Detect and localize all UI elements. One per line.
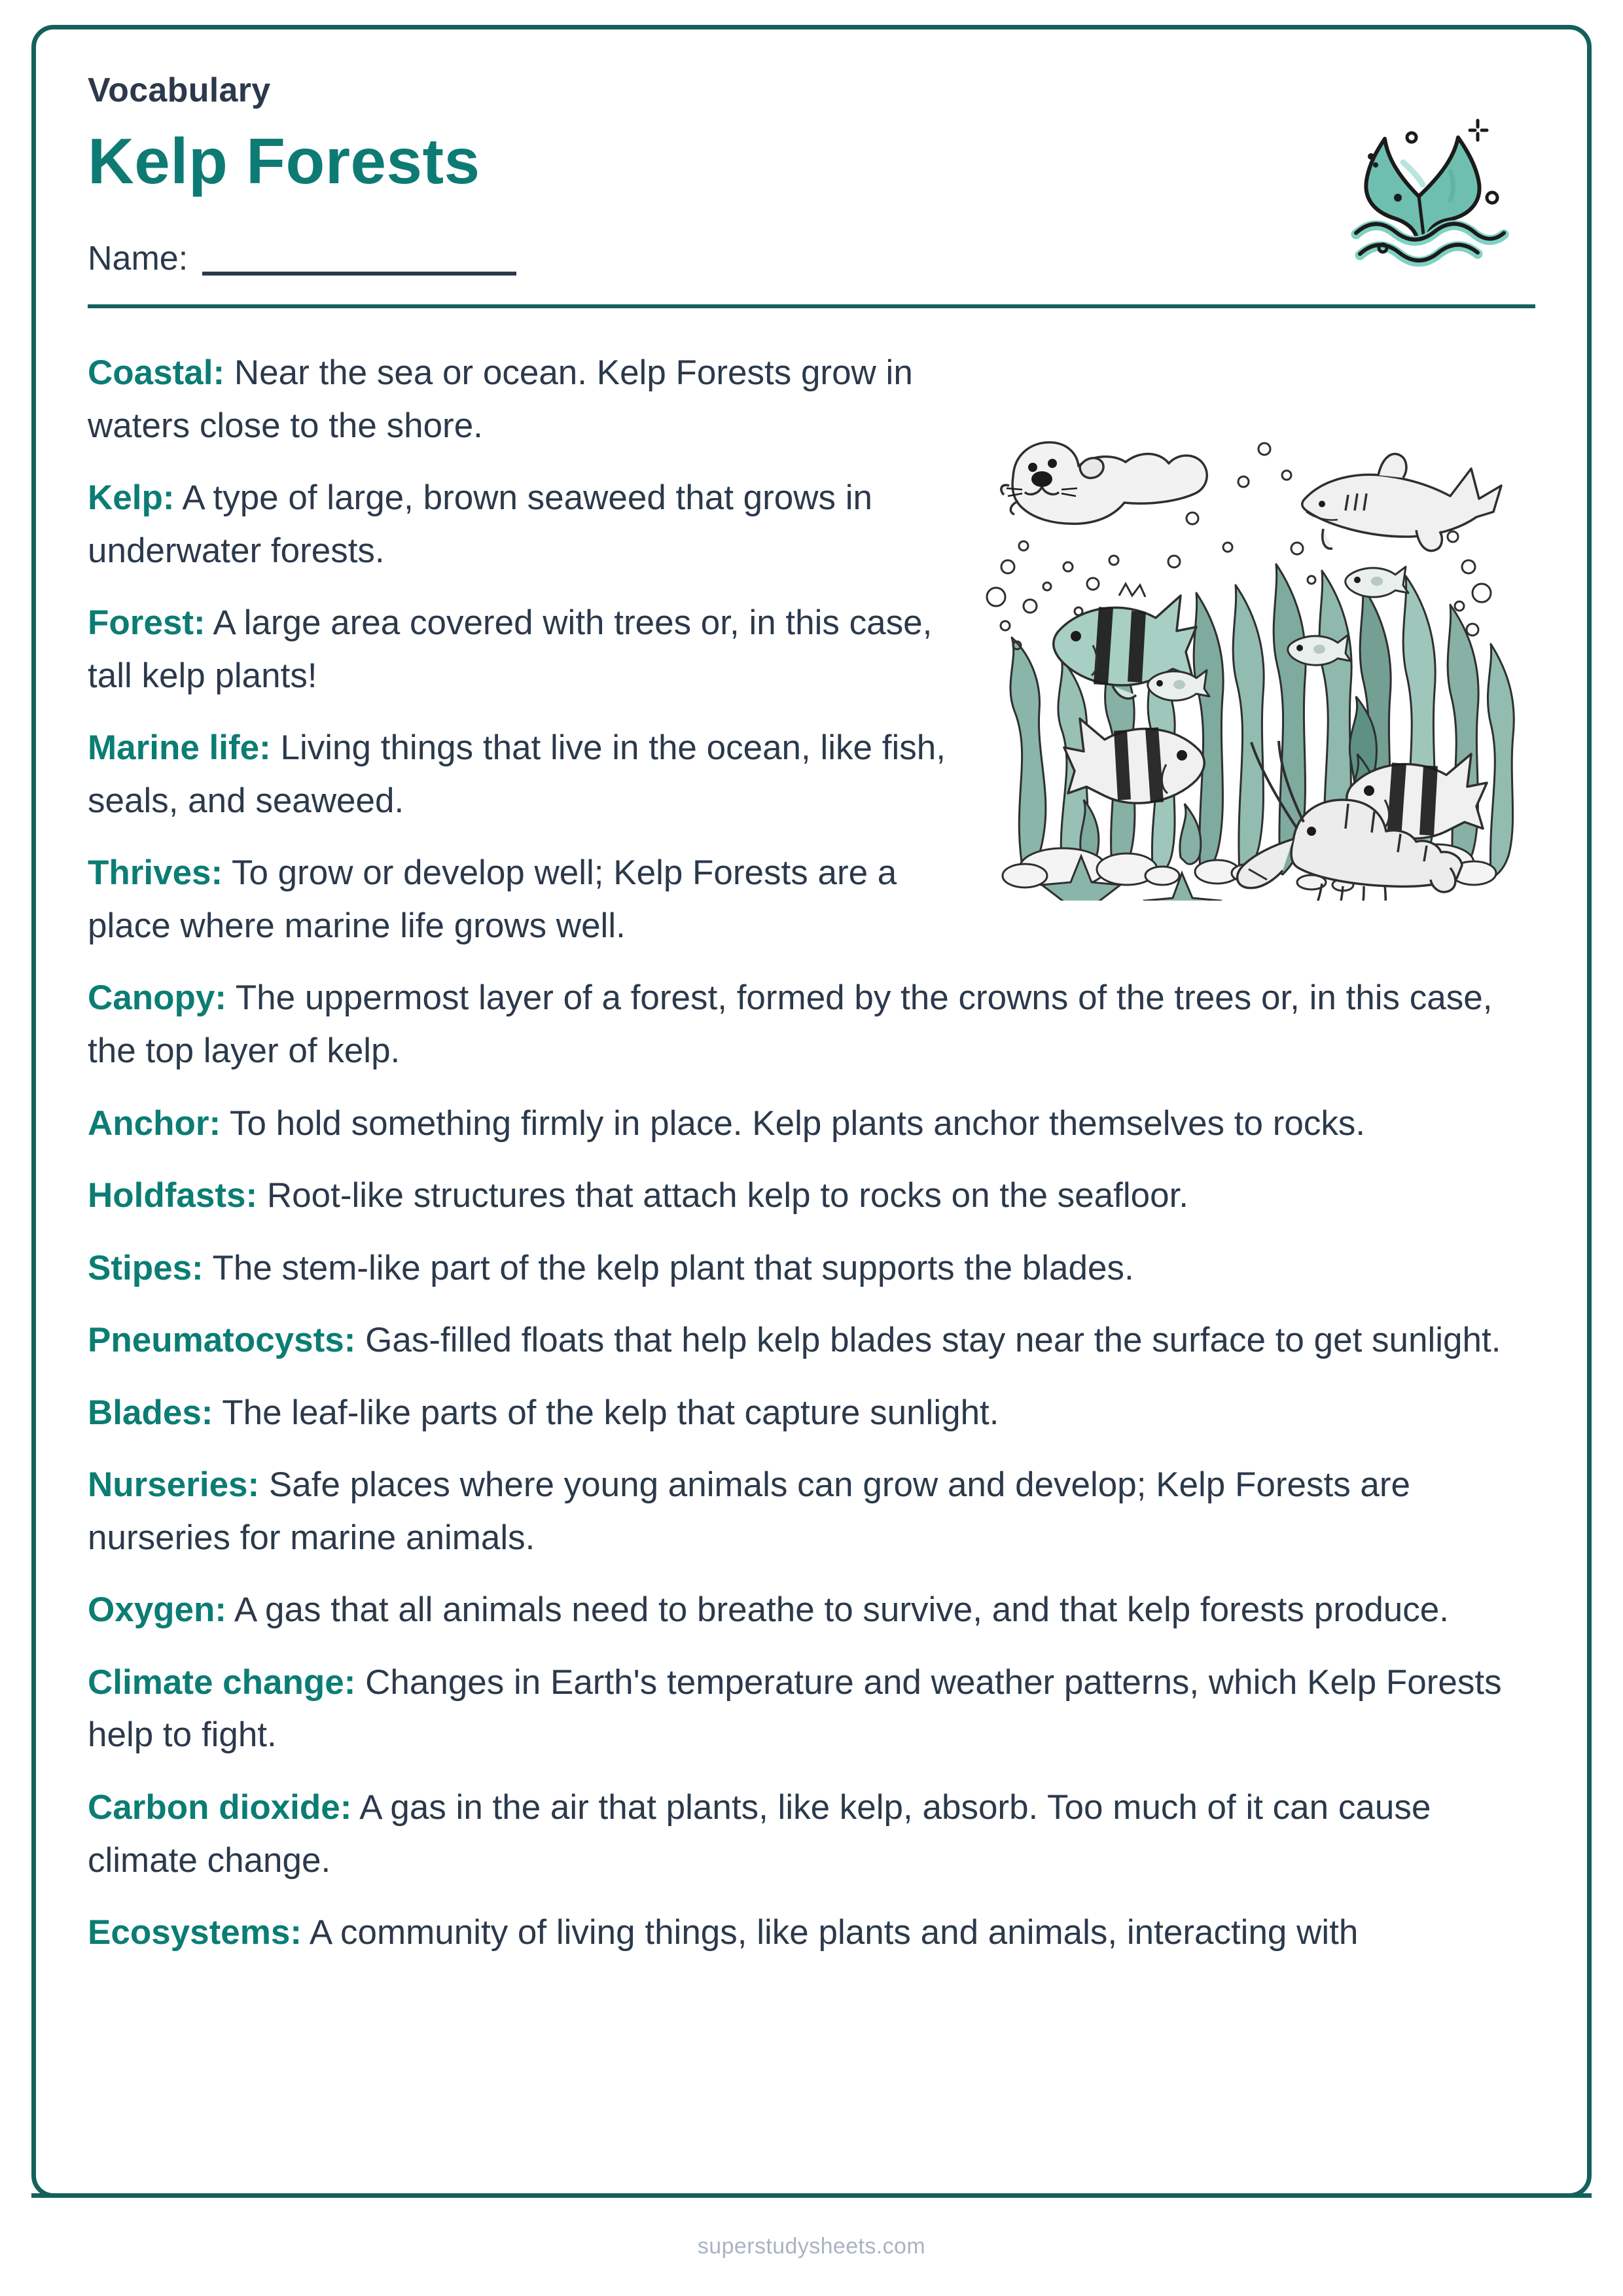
vocab-entry (88, 972, 1535, 1077)
vocab-term: Marine life: (88, 728, 271, 768)
vocabulary-content (88, 321, 1535, 1960)
vocab-definition: A gas that all animals need to breathe to survive, and that kelp forests produce. (234, 1590, 1449, 1630)
whale-tail-icon (1319, 94, 1529, 278)
vocab-definition: Safe places where young animals can grow and develop; Kelp Forests are nurseries for marine animals. (88, 1465, 1411, 1557)
vocab-term: Canopy: (88, 978, 226, 1018)
vocab-term: Holdfasts: (88, 1176, 258, 1215)
vocab-term: Nurseries: (88, 1465, 260, 1505)
vocab-entry (88, 1242, 1535, 1295)
vocab-entry (88, 1657, 1535, 1762)
page-title: Kelp Forests (88, 125, 480, 198)
vocab-term: Ecosystems: (88, 1913, 302, 1952)
vocab-definition: The leaf-like parts of the kelp that capture sunlight. (222, 1393, 999, 1432)
vocab-term: Carbon dioxide: (88, 1788, 352, 1827)
vocab-term: Forest: (88, 603, 205, 643)
vocab-entry (88, 1907, 1535, 1960)
vocab-term: Coastal: (88, 353, 225, 392)
vocab-term: Pneumatocysts: (88, 1321, 356, 1360)
vocab-term: Thrives: (88, 853, 223, 893)
footer-site-label: superstudysheets.com (697, 2234, 926, 2259)
vocab-definition: The stem-like part of the kelp plant that supports the blades. (212, 1248, 1134, 1287)
vocab-term: Blades: (88, 1393, 213, 1432)
vocab-entry (88, 1098, 1535, 1151)
name-input-line[interactable] (202, 265, 516, 276)
vocab-definition: A community of living things, like plants and animals, interacting with (309, 1913, 1359, 1952)
vocab-term: Kelp: (88, 478, 175, 518)
vocab-definition: A large area covered with trees or, in this case, tall kelp plants! (88, 603, 933, 695)
vocab-definition: Gas-filled floats that help kelp blades stay near the surface to get sunlight. (365, 1321, 1501, 1360)
vocab-term: Climate change: (88, 1662, 356, 1702)
name-field-row (88, 242, 1535, 276)
vocab-definition: Changes in Earth's temperature and weather patterns, which Kelp Forests help to fight. (88, 1662, 1502, 1755)
vocab-entry (88, 1387, 1535, 1440)
name-label: Name: (88, 240, 188, 278)
vocab-term: Oxygen: (88, 1590, 227, 1630)
vocab-definition: Root-like structures that attach kelp to rocks on the seafloor. (266, 1176, 1189, 1215)
header-divider (88, 304, 1535, 308)
vocab-definition: To hold something firmly in place. Kelp plants anchor themselves to rocks. (229, 1103, 1366, 1143)
worksheet-kicker: Vocabulary (88, 71, 271, 109)
vocab-entry (88, 1170, 1535, 1223)
vocab-definition: Living things that live in the ocean, like fish, seals, and seaweed. (88, 728, 946, 820)
vocab-definition: The uppermost layer of a forest, formed by the crowns of the trees or, in this case, the top layer of kelp. (88, 978, 1493, 1071)
vocab-definition: To grow or develop well; Kelp Forests are a place where marine life grows well. (88, 853, 897, 945)
worksheet-header (88, 72, 1535, 321)
vocab-entry (88, 1782, 1535, 1887)
vocab-entry (88, 1459, 1535, 1564)
kelp-forest-illustration (984, 370, 1527, 901)
footer-divider (31, 2193, 1592, 2198)
vocab-definition: Near the sea or ocean. Kelp Forests grow in waters close to the shore. (88, 353, 913, 445)
vocab-entry (88, 1314, 1535, 1367)
vocab-term: Stipes: (88, 1248, 204, 1287)
vocab-definition: A gas in the air that plants, like kelp, absorb. Too much of it can cause climate change. (88, 1788, 1431, 1880)
vocab-entry (88, 1584, 1535, 1637)
vocab-term: Anchor: (88, 1103, 221, 1143)
vocab-definition: A type of large, brown seaweed that grows in underwater forests. (88, 478, 873, 570)
